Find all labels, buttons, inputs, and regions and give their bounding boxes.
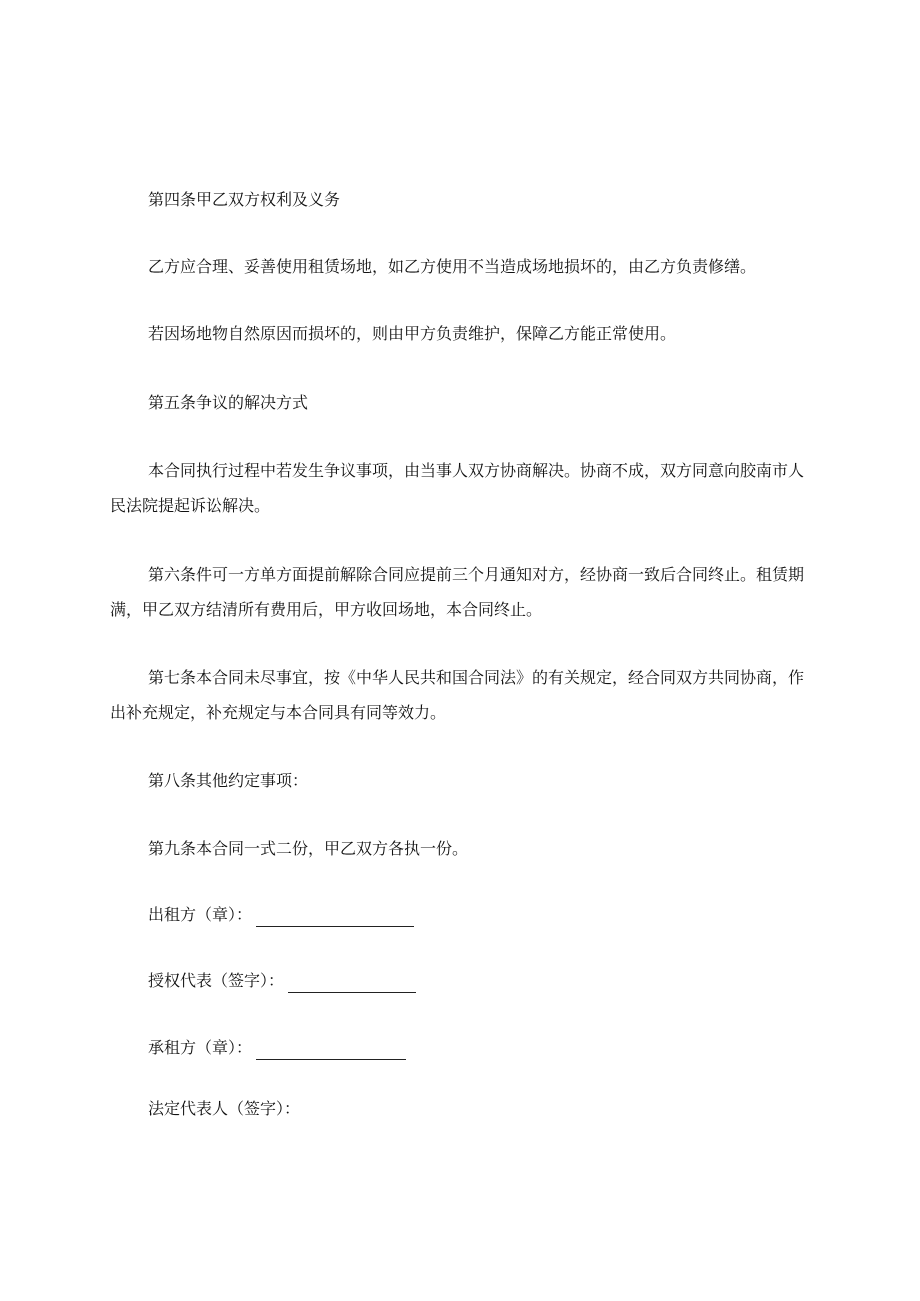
article-7-paragraph: 第七条本合同未尽事宜，按《中华人民共和国合同法》的有关规定，经合同双方共同协商，作出补充规定，补充规定与本合同具有同等效力。 [110, 668, 805, 722]
lessee-signature-row [148, 1036, 406, 1060]
article-8-paragraph: 第八条其他约定事项： [148, 771, 309, 790]
article-4-paragraph-1: 乙方应合理、妥善使用租赁场地，如乙方使用不当造成场地损坏的，由乙方负责修缮。 [148, 257, 757, 276]
lessor-label: 出租方（章）： [148, 905, 253, 924]
legal-rep-label: 法定代表人（签字）： [148, 1099, 301, 1118]
legal-rep-signature-row [148, 1097, 300, 1121]
authorized-rep-label: 授权代表（签字）： [148, 971, 285, 990]
article-5-paragraph: 本合同执行过程中若发生争议事项，由当事人双方协商解决。协商不成，双方同意向胶南市人民法院提起诉讼解决。 [110, 461, 805, 515]
article-9-paragraph: 第九条本合同一式二份，甲乙双方各执一份。 [148, 839, 469, 858]
article-5-heading: 第五条争议的解决方式 [148, 393, 309, 412]
lessor-signature-row [148, 903, 414, 927]
article-4-paragraph-2: 若因场地物自然原因而损坏的，则由甲方负责维护，保障乙方能正常使用。 [148, 324, 677, 343]
lessor-signature-line[interactable] [256, 908, 414, 927]
article-6-paragraph: 第六条件可一方单方面提前解除合同应提前三个月通知对方，经协商一致后合同终止。租赁期满，甲乙双方结清所有费用后，甲方收回场地，本合同终止。 [110, 565, 805, 619]
lessee-label: 承租方（章）： [148, 1038, 253, 1057]
article-4-heading: 第四条甲乙双方权利及义务 [148, 190, 341, 209]
lessee-signature-line[interactable] [256, 1041, 406, 1060]
authorized-rep-signature-row [148, 969, 416, 993]
authorized-rep-signature-line[interactable] [288, 974, 416, 993]
